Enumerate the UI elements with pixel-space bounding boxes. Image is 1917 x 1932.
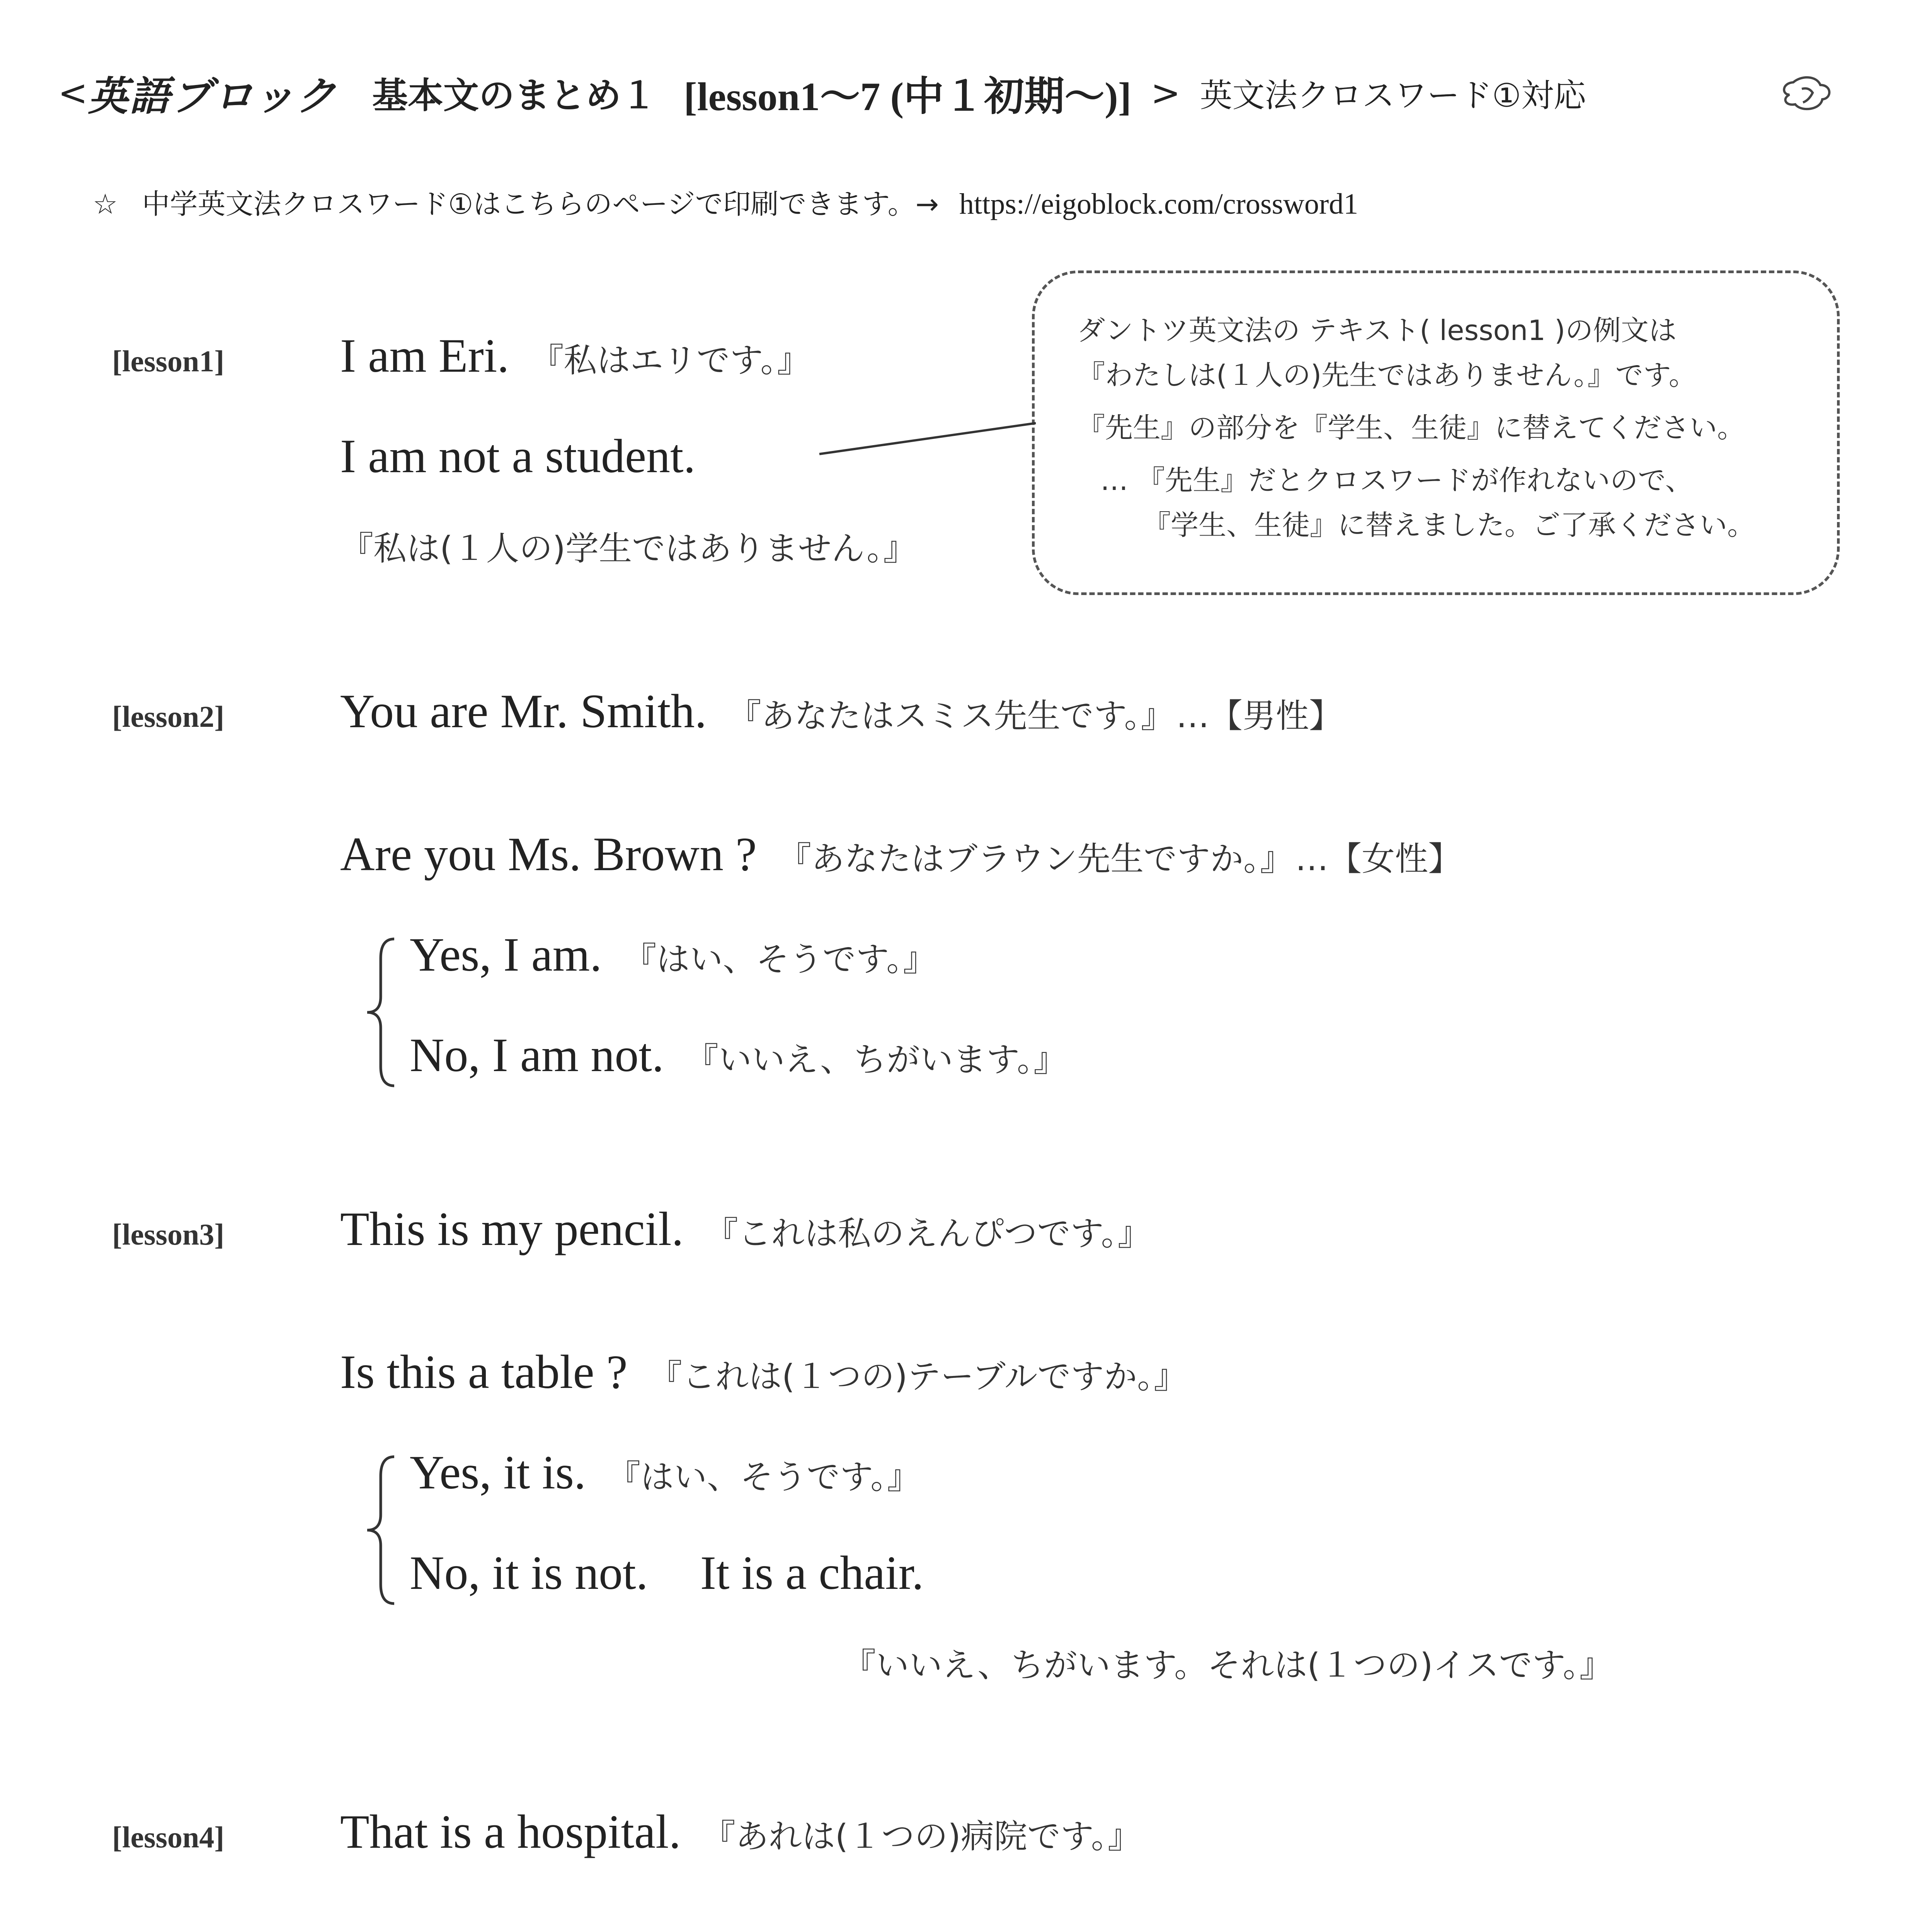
page-title: 基本文のまとめ１ bbox=[372, 75, 657, 116]
answer-row bbox=[410, 927, 936, 982]
japanese-translation: 『これは(１つの)テーブルですか。』 bbox=[649, 1357, 1187, 1396]
callout-line: ダントツ英文法の テキスト( lesson1 )の例文は bbox=[1077, 314, 1677, 347]
lesson1-callout bbox=[1032, 270, 1840, 595]
english-sentence: It is a chair. bbox=[700, 1546, 924, 1599]
callout-line: 『学生、生徒』に替えました。ご了承ください。 bbox=[1143, 509, 1755, 541]
answer-row bbox=[843, 1638, 1613, 1686]
japanese-translation: 『はい、そうです。』 bbox=[623, 940, 936, 979]
sentence-row bbox=[340, 1202, 1151, 1257]
gender-tag: …【女性】 bbox=[1295, 840, 1462, 878]
lesson-label: [lesson1] bbox=[112, 344, 225, 378]
english-sentence: Is this a table ? bbox=[340, 1345, 628, 1398]
sentence-row bbox=[340, 522, 916, 570]
english-sentence: I am Eri. bbox=[340, 329, 509, 382]
english-sentence: You are Mr. Smith. bbox=[340, 685, 707, 738]
english-sentence: Yes, it is. bbox=[410, 1446, 586, 1499]
lesson-range: [lesson1〜7 (中１初期〜)] bbox=[684, 75, 1132, 119]
english-sentence: I am not a student. bbox=[340, 430, 696, 483]
sentence-row bbox=[340, 328, 810, 383]
lesson-label: [lesson2] bbox=[112, 700, 225, 733]
crossword-link[interactable]: https://eigoblock.com/crossword1 bbox=[959, 188, 1359, 220]
english-sentence: This is my pencil. bbox=[340, 1202, 684, 1255]
close-bracket: > bbox=[1151, 72, 1181, 114]
open-bracket: < bbox=[58, 72, 88, 114]
lesson-label: [lesson4] bbox=[112, 1820, 225, 1854]
japanese-translation: 『これは私のえんぴつです。』 bbox=[705, 1214, 1151, 1253]
page-header bbox=[58, 64, 1586, 122]
callout-line: 『先生』の部分を『学生、生徒』に替えてください。 bbox=[1077, 412, 1745, 444]
sentence-row bbox=[340, 1345, 1187, 1400]
print-note bbox=[93, 182, 1358, 222]
answer-brace-icon bbox=[359, 1453, 402, 1607]
answer-row bbox=[410, 1546, 924, 1600]
english-sentence: Yes, I am. bbox=[410, 928, 602, 981]
sentence-row bbox=[340, 429, 695, 484]
star-icon: ☆ bbox=[93, 188, 118, 220]
english-sentence: Are you Ms. Brown ? bbox=[340, 828, 757, 881]
english-sentence: No, it is not. bbox=[410, 1546, 648, 1599]
japanese-translation: 『いいえ、ちがいます。』 bbox=[685, 1041, 1067, 1079]
sentence-row bbox=[340, 827, 1461, 882]
answer-row bbox=[410, 1028, 1067, 1083]
crossword-reference: 英文法クロスワード①対応 bbox=[1200, 76, 1586, 114]
japanese-translation: 『私はエリです。』 bbox=[530, 341, 810, 380]
lesson-label: [lesson3] bbox=[112, 1218, 225, 1251]
japanese-translation: 『私は(１人の)学生ではありません。』 bbox=[340, 529, 917, 568]
print-note-text: 中学英文法クロスワード①はこちらのページで印刷できます。→ bbox=[142, 188, 939, 220]
japanese-translation: 『いいえ、ちがいます。それは(１つの)イスです。』 bbox=[843, 1646, 1613, 1685]
callout-line: … 『先生』だとクロスワードが作れないので、 bbox=[1100, 464, 1693, 497]
answer-row bbox=[410, 1445, 920, 1500]
answer-brace-icon bbox=[359, 935, 402, 1090]
sentence-row bbox=[340, 1804, 1141, 1859]
gender-tag: …【男性】 bbox=[1176, 697, 1342, 735]
sentence-row bbox=[340, 684, 1342, 739]
japanese-translation: 『あれは(１つの)病院です。』 bbox=[702, 1817, 1141, 1856]
japanese-translation: 『はい、そうです。』 bbox=[607, 1458, 921, 1497]
english-sentence: No, I am not. bbox=[410, 1029, 664, 1082]
japanese-translation: 『あなたはスミス先生です。』 bbox=[728, 697, 1174, 735]
brand-name: 英語ブロック bbox=[88, 73, 338, 120]
brand-logo-icon bbox=[1778, 71, 1836, 118]
japanese-translation: 『あなたはブラウン先生ですか。』 bbox=[778, 840, 1294, 878]
english-sentence: That is a hospital. bbox=[340, 1805, 681, 1858]
callout-line: 『わたしは(１人の)先生ではありません。』です。 bbox=[1077, 359, 1697, 391]
